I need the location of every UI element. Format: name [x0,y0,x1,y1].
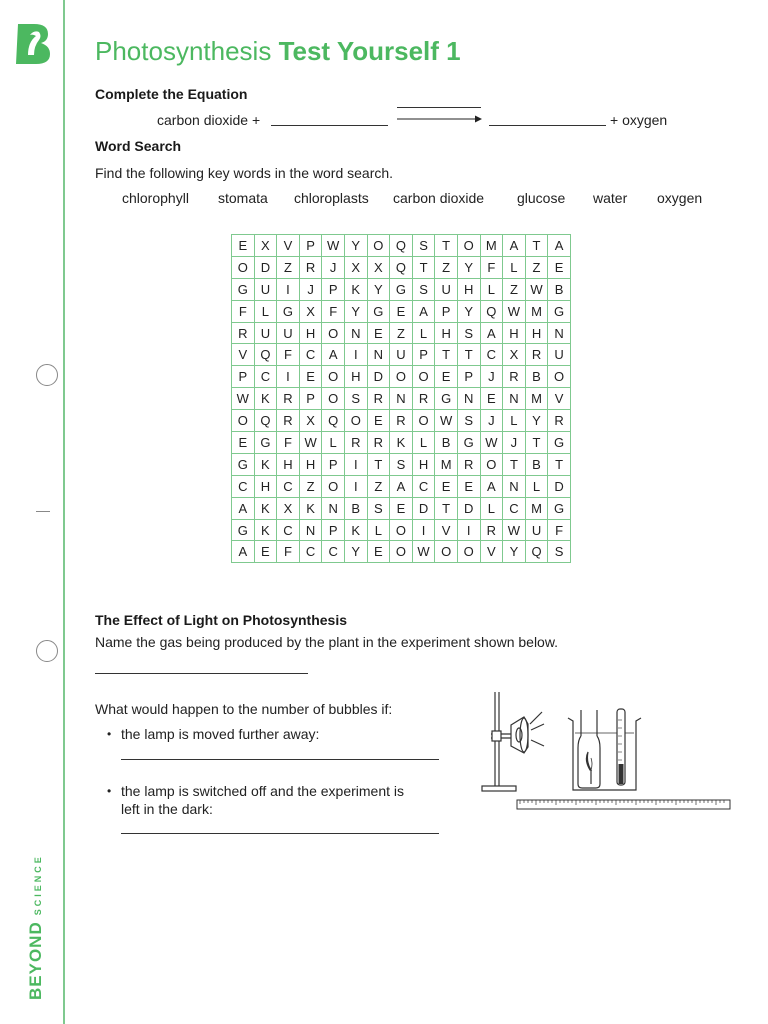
grid-cell[interactable]: P [232,366,255,388]
grid-cell[interactable]: I [344,344,367,366]
grid-row [232,388,571,410]
grid-cell[interactable]: F [548,519,571,541]
grid-cell[interactable]: Y [457,256,480,278]
grid-cell[interactable]: W [525,278,548,300]
grid-cell[interactable]: Q [480,300,503,322]
grid-cell[interactable]: E [367,322,390,344]
grid-row [232,300,571,322]
word-item: glucose [517,190,566,206]
grid-row [232,256,571,278]
grid-cell[interactable]: I [412,519,435,541]
grid-cell[interactable]: R [232,322,255,344]
word-item: water [593,190,628,206]
grid-cell[interactable]: K [344,278,367,300]
equation-blank-1[interactable] [271,125,388,126]
grid-cell[interactable]: J [480,410,503,432]
grid-cell[interactable]: D [457,497,480,519]
grid-cell[interactable]: T [503,453,526,475]
grid-cell[interactable]: Y [457,300,480,322]
grid-cell[interactable]: E [367,410,390,432]
grid-cell[interactable]: G [277,300,300,322]
grid-cell[interactable]: M [480,235,503,257]
grid-cell[interactable]: N [344,322,367,344]
grid-cell[interactable]: X [344,256,367,278]
grid-cell[interactable]: Q [525,541,548,563]
grid-cell[interactable]: H [457,278,480,300]
grid-cell[interactable]: N [299,519,322,541]
grid-cell[interactable]: N [548,322,571,344]
grid-cell[interactable]: A [412,300,435,322]
grid-cell[interactable]: K [254,497,277,519]
grid-cell[interactable]: P [457,366,480,388]
beaker-icon [568,709,641,790]
grid-cell[interactable]: F [480,256,503,278]
grid-cell[interactable]: C [412,475,435,497]
word-search-heading: Word Search [95,138,182,154]
gas-answer-line[interactable] [95,673,308,674]
word-search-instruction: Find the following key words in the word search. [95,165,394,181]
grid-cell[interactable]: U [277,322,300,344]
lamp-stand-icon [482,692,544,791]
grid-row [232,344,571,366]
grid-cell[interactable]: N [322,497,345,519]
equation-blank-condition[interactable] [397,107,481,108]
grid-cell[interactable]: O [232,410,255,432]
grid-cell[interactable]: R [277,410,300,432]
word-item: oxygen [657,190,703,206]
grid-cell[interactable]: B [525,366,548,388]
grid-cell[interactable]: E [254,541,277,563]
grid-cell[interactable]: V [435,519,458,541]
grid-cell[interactable]: N [367,344,390,366]
title-light: Photosynthesis [95,36,272,66]
grid-cell[interactable]: T [525,235,548,257]
equation-left: carbon dioxide + [157,112,261,128]
grid-cell[interactable]: Q [390,256,413,278]
grid-row [232,497,571,519]
grid-cell[interactable]: J [503,432,526,454]
grid-cell[interactable]: S [412,235,435,257]
punch-hole-bottom [36,640,58,662]
grid-cell[interactable]: T [435,344,458,366]
grid-cell[interactable]: E [232,432,255,454]
grid-cell[interactable]: T [435,235,458,257]
grid-cell[interactable]: H [344,366,367,388]
grid-cell[interactable]: M [525,497,548,519]
grid-cell[interactable]: A [322,344,345,366]
grid-cell[interactable]: Y [344,300,367,322]
grid-cell[interactable]: D [367,366,390,388]
grid-cell[interactable]: W [480,432,503,454]
grid-cell[interactable]: G [435,388,458,410]
grid-row [232,322,571,344]
grid-cell[interactable]: F [277,541,300,563]
grid-cell[interactable]: Y [344,541,367,563]
punch-hole-top [36,364,58,386]
grid-cell[interactable]: L [367,519,390,541]
grid-row [232,366,571,388]
grid-cell[interactable]: R [412,388,435,410]
grid-cell[interactable]: V [480,541,503,563]
grid-cell[interactable]: Q [254,410,277,432]
grid-cell[interactable]: O [322,366,345,388]
grid-cell[interactable]: O [390,366,413,388]
fold-mark [36,511,50,512]
bullet-dot: • [107,784,112,798]
grid-cell[interactable]: G [232,278,255,300]
grid-cell[interactable]: R [344,432,367,454]
grid-cell[interactable]: I [457,519,480,541]
grid-cell[interactable]: O [412,366,435,388]
grid-cell[interactable]: J [322,256,345,278]
grid-cell[interactable]: L [412,432,435,454]
grid-cell[interactable]: O [344,410,367,432]
grid-cell[interactable]: Y [344,235,367,257]
grid-cell[interactable]: U [435,278,458,300]
word-search-grid [231,234,571,563]
grid-cell[interactable]: A [390,475,413,497]
grid-cell[interactable]: E [435,366,458,388]
grid-cell[interactable]: Z [435,256,458,278]
grid-cell[interactable]: R [367,432,390,454]
grid-cell[interactable]: X [299,300,322,322]
grid-cell[interactable]: L [503,256,526,278]
grid-cell[interactable]: E [480,388,503,410]
grid-cell[interactable]: O [322,322,345,344]
grid-cell[interactable]: N [390,388,413,410]
grid-cell[interactable]: W [412,541,435,563]
grid-cell[interactable]: C [277,519,300,541]
grid-cell[interactable]: S [457,322,480,344]
grid-cell[interactable]: N [503,388,526,410]
grid-cell[interactable]: Z [503,278,526,300]
word-item: carbon dioxide [393,190,485,206]
grid-cell[interactable]: J [299,278,322,300]
grid-cell[interactable]: R [457,453,480,475]
grid-cell[interactable]: G [390,278,413,300]
grid-row [232,235,571,257]
grid-cell[interactable]: E [299,366,322,388]
grid-cell[interactable]: Q [390,235,413,257]
grid-cell[interactable]: T [525,432,548,454]
grid-cell[interactable]: P [322,278,345,300]
grid-cell[interactable]: O [322,388,345,410]
grid-cell[interactable]: C [254,366,277,388]
grid-cell[interactable]: W [322,235,345,257]
grid-cell[interactable]: E [390,300,413,322]
grid-cell[interactable]: O [457,541,480,563]
grid-cell[interactable]: A [480,322,503,344]
grid-cell[interactable]: X [367,256,390,278]
bullet-dot: • [107,727,112,741]
equation-heading: Complete the Equation [95,86,248,102]
grid-cell[interactable]: K [254,519,277,541]
grid-cell[interactable]: O [412,410,435,432]
grid-cell[interactable]: R [480,519,503,541]
grid-cell[interactable]: L [480,278,503,300]
brand-vertical [26,854,46,1000]
grid-cell[interactable]: F [277,344,300,366]
grid-cell[interactable]: R [390,410,413,432]
grid-cell[interactable]: S [412,278,435,300]
grid-cell[interactable]: P [322,453,345,475]
grid-cell[interactable]: O [367,235,390,257]
grid-cell[interactable]: F [277,432,300,454]
grid-cell[interactable]: U [390,344,413,366]
grid-cell[interactable]: R [525,344,548,366]
answer-line-lamp-off[interactable] [121,833,439,834]
word-item: chloroplasts [294,190,369,206]
grid-cell[interactable]: L [503,410,526,432]
grid-cell[interactable]: V [277,235,300,257]
grid-cell[interactable]: G [548,432,571,454]
grid-cell[interactable]: R [367,388,390,410]
grid-cell[interactable]: H [435,322,458,344]
grid-cell[interactable]: W [435,410,458,432]
grid-cell[interactable]: K [299,497,322,519]
grid-cell[interactable]: C [503,497,526,519]
grid-cell[interactable]: S [548,541,571,563]
grid-cell[interactable]: P [299,388,322,410]
grid-cell[interactable]: Q [254,344,277,366]
grid-cell[interactable]: D [254,256,277,278]
grid-cell[interactable]: K [344,519,367,541]
grid-row [232,519,571,541]
grid-cell[interactable]: W [503,519,526,541]
arrow-icon [397,114,483,124]
grid-cell[interactable]: T [548,453,571,475]
grid-cell[interactable]: N [457,388,480,410]
grid-cell[interactable]: V [232,344,255,366]
page-title [95,36,461,67]
grid-cell[interactable]: H [299,453,322,475]
grid-cell[interactable]: P [412,344,435,366]
grid-cell[interactable]: M [435,453,458,475]
grid-cell[interactable]: P [322,519,345,541]
grid-cell[interactable]: L [412,322,435,344]
grid-cell[interactable]: G [232,453,255,475]
grid-cell[interactable]: Z [390,322,413,344]
grid-cell[interactable]: A [480,475,503,497]
grid-cell[interactable]: F [322,300,345,322]
grid-cell[interactable]: O [435,541,458,563]
grid-cell[interactable]: L [480,497,503,519]
grid-cell[interactable]: H [299,322,322,344]
grid-cell[interactable]: H [412,453,435,475]
grid-cell[interactable]: G [548,497,571,519]
word-item: chlorophyll [122,190,189,206]
grid-cell[interactable]: T [367,453,390,475]
grid-cell[interactable]: Y [525,410,548,432]
grid-cell[interactable]: W [503,300,526,322]
grid-cell[interactable]: T [435,497,458,519]
margin-line [63,0,65,1024]
grid-row [232,475,571,497]
grid-cell[interactable]: L [525,475,548,497]
grid-cell[interactable]: I [277,278,300,300]
grid-cell[interactable]: T [457,344,480,366]
grid-cell[interactable]: A [232,541,255,563]
brand-main: BEYOND [26,921,45,1000]
grid-cell[interactable]: L [322,432,345,454]
grid-cell[interactable]: G [548,300,571,322]
grid-cell[interactable]: O [480,453,503,475]
grid-row [232,432,571,454]
equation-right: + oxygen [610,112,668,128]
grid-cell[interactable]: C [277,475,300,497]
grid-cell[interactable]: B [548,278,571,300]
bubbles-question: What would happen to the number of bubbles if: [95,701,393,717]
grid-cell[interactable]: O [390,541,413,563]
grid-cell[interactable]: O [548,366,571,388]
grid-cell[interactable]: S [457,410,480,432]
grid-cell[interactable]: C [480,344,503,366]
grid-cell[interactable]: H [503,322,526,344]
grid-cell[interactable]: C [232,475,255,497]
grid-cell[interactable]: E [367,541,390,563]
grid-cell[interactable]: R [277,388,300,410]
grid-cell[interactable]: Z [367,475,390,497]
grid-cell[interactable]: A [503,235,526,257]
grid-cell[interactable]: I [344,453,367,475]
grid-cell[interactable]: G [367,300,390,322]
grid-row [232,410,571,432]
grid-cell[interactable]: H [277,453,300,475]
grid-cell[interactable]: A [232,497,255,519]
beyond-logo-icon [14,22,52,66]
grid-cell[interactable]: E [548,256,571,278]
grid-cell[interactable]: Y [503,541,526,563]
grid-cell[interactable]: U [254,278,277,300]
grid-cell[interactable]: G [457,432,480,454]
grid-cell[interactable]: O [390,519,413,541]
grid-cell[interactable]: Z [277,256,300,278]
grid-cell[interactable]: W [232,388,255,410]
grid-cell[interactable]: Y [367,278,390,300]
grid-cell[interactable]: I [277,366,300,388]
grid-cell[interactable]: O [457,235,480,257]
grid-cell[interactable]: O [322,475,345,497]
grid-cell[interactable]: S [390,453,413,475]
grid-cell[interactable]: I [344,475,367,497]
grid-cell[interactable]: B [344,497,367,519]
grid-cell[interactable]: R [503,366,526,388]
experiment-figure [478,688,734,816]
grid-cell[interactable]: X [299,410,322,432]
grid-cell[interactable]: A [548,235,571,257]
ruler-icon [517,800,730,809]
bullet-lamp-off-2: left in the dark: [121,801,213,817]
grid-cell[interactable]: R [548,410,571,432]
grid-cell[interactable]: U [548,344,571,366]
grid-cell[interactable]: C [322,541,345,563]
grid-cell[interactable]: S [344,388,367,410]
grid-cell[interactable]: K [254,453,277,475]
grid-cell[interactable]: P [299,235,322,257]
grid-cell[interactable]: T [412,256,435,278]
grid-cell[interactable]: B [435,432,458,454]
grid-cell[interactable]: E [390,497,413,519]
grid-cell[interactable]: K [254,388,277,410]
grid-cell[interactable]: G [254,432,277,454]
grid-cell[interactable]: P [435,300,458,322]
grid-cell[interactable]: R [299,256,322,278]
gas-question: Name the gas being produced by the plant in the experiment shown below. [95,634,559,650]
grid-cell[interactable]: E [435,475,458,497]
grid-cell[interactable]: D [412,497,435,519]
grid-cell[interactable]: M [525,300,548,322]
grid-cell[interactable]: K [390,432,413,454]
bullet-lamp-off-1: the lamp is switched off and the experiment is [121,783,405,799]
grid-cell[interactable]: V [548,388,571,410]
word-item: stomata [218,190,268,206]
grid-cell[interactable]: U [254,322,277,344]
grid-cell[interactable]: B [525,453,548,475]
grid-cell[interactable]: M [525,388,548,410]
grid-cell[interactable]: N [503,475,526,497]
grid-cell[interactable]: E [232,235,255,257]
equation-blank-2[interactable] [489,125,606,126]
grid-cell[interactable]: Q [322,410,345,432]
grid-cell[interactable]: G [232,519,255,541]
grid-cell[interactable]: W [299,432,322,454]
grid-cell[interactable]: Z [525,256,548,278]
answer-line-lamp-away[interactable] [121,759,439,760]
grid-cell[interactable]: H [254,475,277,497]
grid-cell[interactable]: X [503,344,526,366]
grid-cell[interactable]: Z [299,475,322,497]
grid-cell[interactable]: E [457,475,480,497]
bullet-lamp-away: the lamp is moved further away: [121,726,320,742]
grid-cell[interactable]: F [232,300,255,322]
grid-cell[interactable]: X [254,235,277,257]
grid-row [232,541,571,563]
grid-cell[interactable]: X [277,497,300,519]
grid-cell[interactable]: U [525,519,548,541]
grid-cell[interactable]: D [548,475,571,497]
grid-cell[interactable]: O [232,256,255,278]
grid-row [232,278,571,300]
light-heading: The Effect of Light on Photosynthesis [95,612,347,628]
grid-cell[interactable]: L [254,300,277,322]
grid-cell[interactable]: H [525,322,548,344]
grid-row [232,453,571,475]
brand-sub: SCIENCE [33,854,43,916]
grid-cell[interactable]: C [299,541,322,563]
grid-cell[interactable]: S [367,497,390,519]
grid-cell[interactable]: C [299,344,322,366]
title-bold: Test Yourself 1 [278,36,461,66]
grid-cell[interactable]: J [480,366,503,388]
